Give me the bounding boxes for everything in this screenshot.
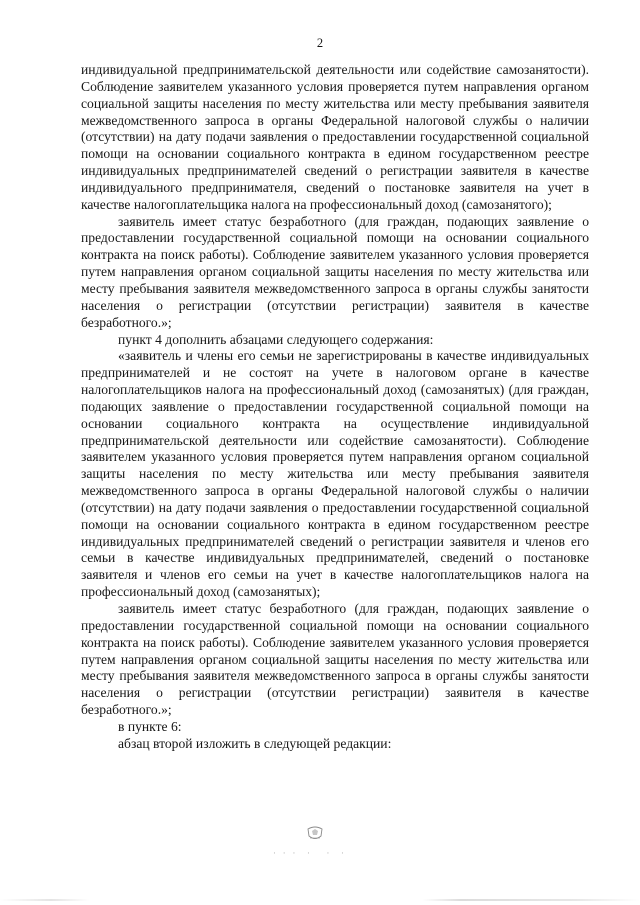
- paragraph-5: заявитель имеет статус безработного (для граждан, подающих заявление о предоставлении государственной социальной помощи на основании социального контракта на поиск работы). Соблюдение заявителем указанного условия проверяется путем направления органом социальной защиты населения по месту жительства или месту пребывания заявителя межведомственного запроса в органы службы занятости населения о регистрации (отсутствии регистрации) заявителя в качестве безработного.»;: [81, 601, 589, 718]
- paragraph-2: заявитель имеет статус безработного (для граждан, подающих заявление о предоставлении государственной социальной помощи на основании социального контракта на поиск работы). Соблюдение заявителем указанного условия проверяется путем направления органом социальной защиты населения по месту жительства или месту пребывания заявителя межведомственного запроса в органы службы занятости населения о регистрации (отсутствии регистрации) заявителя в качестве безработного.»;: [81, 213, 589, 330]
- paragraph-4: «заявитель и члены его семьи не зарегистрированы в качестве индивидуальных предпринимателей и не состоят на учете в налоговом органе в качестве налогоплательщиков налога на профессиональный доход (самозанятых) (для граждан, подающих заявление о предоставлении государственной социальной помощи на основании социального контракта на осуществление индивидуальной предпринимательской деятельности или содействие самозанятости). Соблюдение заявителем указанного условия проверяется путем направления органом социальной защиты населения по месту жительства или месту пребывания заявителя межведомственного запроса в органы Федеральной налоговой службы о наличии (отсутствии) на дату подачи заявления о предоставлении государственной социальной помощи на основании социального контракта в едином государственном реестре индивидуальных предпринимателей сведений о регистрации заявителя и членов его семьи в качестве индивидуальных предпринимателей, сведений о постановке заявителя и членов его семьи на учет в качестве налогоплательщиков налога на профессиональный доход (самозанятых);: [81, 348, 589, 600]
- page-number: 2: [316, 36, 324, 50]
- paragraph-6: в пункте 6:: [118, 718, 182, 734]
- scan-noise: · · · · · ·: [273, 849, 346, 859]
- paragraph-3: пункт 4 дополнить абзацами следующего содержания:: [118, 331, 434, 347]
- page-edge: [0, 899, 640, 901]
- paragraph-1: индивидуальной предпринимательской деятельности или содействие самозанятости). Соблюдение заявителем указанного условия проверяется путем направления органом социальной защиты населения по месту жительства или месту пребывания заявителя межведомственного запроса в органы Федеральной налоговой службы о наличии (отсутствии) на дату подачи заявления о предоставлении государственной социальной помощи на основании социального контракта в едином государственном реестре индивидуальных предпринимателей сведений о регистрации заявителя в качестве индивидуального предпринимателя, сведений о постановке заявителя на учет в качестве налогоплательщика налога на профессиональный доход (самозанятого);: [81, 62, 589, 212]
- paragraph-7: абзац второй изложить в следующей редакции:: [118, 735, 392, 751]
- emblem-stamp-icon: [304, 826, 326, 842]
- document-body: [81, 62, 589, 753]
